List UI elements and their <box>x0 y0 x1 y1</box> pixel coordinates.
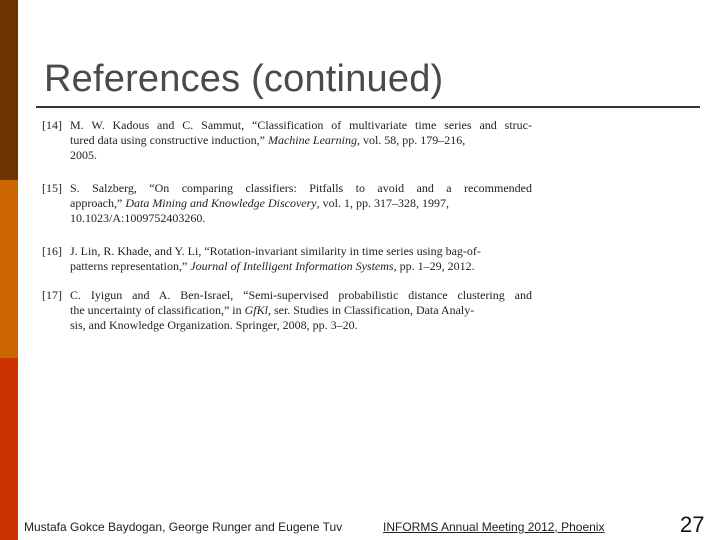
reference-line: M. W. Kadous and C. Sammut, “Classification of multivariate time series and struc- <box>70 118 532 132</box>
reference-line <box>70 133 532 148</box>
reference-line <box>70 196 532 211</box>
footer-event-link[interactable]: INFORMS Annual Meeting 2012, Phoenix <box>383 520 605 534</box>
accent-bar-top <box>0 0 18 180</box>
reference-item <box>42 244 532 274</box>
reference-journal: Machine Learning <box>267 133 357 148</box>
reference-line <box>70 303 532 318</box>
reference-text <box>70 288 532 334</box>
reference-line: S. Salzberg, “On comparing classifiers: Pitfalls to avoid and a recommended <box>70 181 532 195</box>
reference-proceedings: GfKl <box>244 303 268 318</box>
reference-journal: Data Mining and Knowledge Discovery <box>125 196 317 211</box>
reference-item <box>42 288 532 334</box>
reference-segment: , ser. Studies in Classification, Data Analy- <box>267 303 475 318</box>
reference-segment: , pp. 1–29, 2012. <box>393 259 475 274</box>
reference-segment: tured data using constructive induction,” <box>70 133 268 148</box>
reference-number: [14] <box>42 118 62 132</box>
reference-segment: approach,” <box>70 196 126 211</box>
reference-journal: Journal of Intelligent Information Systems <box>190 259 394 274</box>
accent-bar-middle <box>0 180 18 358</box>
accent-bar-bottom <box>0 358 18 540</box>
reference-number: [17] <box>42 288 62 302</box>
reference-item <box>42 118 532 164</box>
reference-text <box>70 244 532 274</box>
reference-segment: , vol. 1, pp. 317–328, 1997, <box>316 196 449 211</box>
reference-line: C. Iyigun and A. Ben-Israel, “Semi-supervised probabilistic distance clustering and <box>70 288 532 302</box>
reference-number: [15] <box>42 181 62 195</box>
reference-line: sis, and Knowledge Organization. Springer, 2008, pp. 3–20. <box>70 318 358 333</box>
reference-line: J. Lin, R. Khade, and Y. Li, “Rotation-invariant similarity in time series using bag-of- <box>70 244 481 258</box>
reference-segment: , vol. 58, pp. 179–216, <box>356 133 466 148</box>
title-underline <box>36 106 700 108</box>
reference-line: 10.1023/A:1009752403260. <box>70 211 206 226</box>
reference-number: [16] <box>42 244 62 258</box>
reference-text <box>70 118 532 164</box>
reference-segment: the uncertainty of classification,” in <box>70 303 245 318</box>
reference-item <box>42 181 532 227</box>
slide-title: References (continued) <box>44 58 444 100</box>
footer-authors: Mustafa Gokce Baydogan, George Runger and Eugene Tuv <box>24 520 343 534</box>
reference-line: 2005. <box>70 148 97 163</box>
page-number: 27 <box>680 512 705 537</box>
reference-line <box>70 259 532 274</box>
reference-segment: patterns representation,” <box>70 259 191 274</box>
reference-text <box>70 181 532 227</box>
